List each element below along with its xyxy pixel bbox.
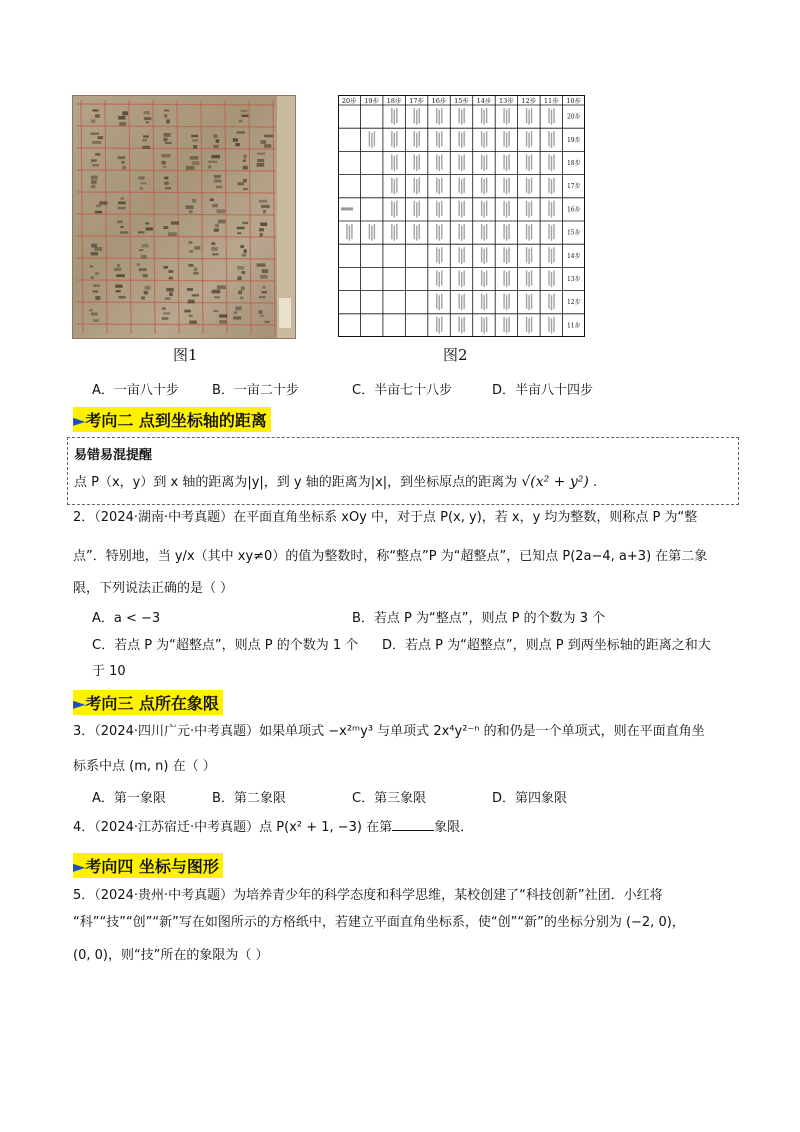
- figure-1-caption: 图1: [173, 346, 198, 364]
- fig2-row-label: 20步: [566, 113, 581, 121]
- q2-option-b: B．若点 P 为“整点”，则点 P 的个数为 3 个: [352, 611, 606, 626]
- section-3-heading: ►考向三 点所在象限: [73, 690, 223, 715]
- tip-box: [67, 437, 739, 505]
- section-4-heading: ►考向四 坐标与图形: [73, 853, 223, 878]
- figure-2-grid: [338, 95, 585, 337]
- fig2-header-label: 13步: [499, 97, 514, 105]
- fig2-header-label: 14步: [476, 97, 492, 105]
- q5-line-1: 5．（2024·贵州·中考真题）为培养青少年的科学态度和科学思维，某校创建了“科技创新”社团．小红将: [73, 888, 663, 903]
- q1-option-d: D．半亩八十四步: [492, 383, 594, 398]
- fig2-row-label: 15步: [566, 229, 581, 237]
- fig2-header-label: 20步: [341, 97, 357, 105]
- fig2-row-label: 13步: [566, 276, 581, 283]
- q5-line-2: “科”“技”“创”“新”写在如图所示的方格纸中，若建立平面直角坐标系，使“创”“新”的坐标分别为 (−2, 0)，: [73, 915, 685, 930]
- distance-formula: √(x² + y²): [521, 474, 589, 490]
- fig2-row-label: 17步: [566, 183, 581, 191]
- q3-option-d: D．第四象限: [492, 791, 568, 806]
- q4-line: 4．（2024·江苏宿迁·中考真题）点 P(x² + 1, −3) 在第 象限．: [73, 820, 474, 835]
- fig2-row-label: 12步: [566, 299, 581, 307]
- q1-option-b: B．一亩二十步: [212, 383, 299, 398]
- q3-option-a: A．第一象限: [92, 791, 166, 806]
- fig2-header-label: 15步: [454, 97, 469, 105]
- fig2-row-label: 18步: [566, 160, 581, 167]
- fig2-header-label: 12步: [521, 97, 537, 105]
- answer-blank[interactable]: [392, 818, 434, 831]
- q1-option-c: C．半亩七十八步: [352, 383, 453, 398]
- figure-1-photo: [72, 95, 296, 339]
- fig2-row-label: 19步: [566, 136, 581, 144]
- q3-line-1: 3．（2024·四川广元·中考真题）如果单项式 −x²ᵐy³ 与单项式 2x⁴y²⁻ⁿ 的和仍是一个单项式，则在平面直角坐: [73, 724, 705, 739]
- q2-option-d-cont: 于 10: [92, 664, 126, 679]
- tip-text: 点 P（x，y）到 x 轴的距离为|y|，到 y 轴的距离为|x|，到坐标原点的距离为 √(x² + y²) .: [74, 474, 598, 490]
- fig2-header-label: 16步: [431, 97, 447, 105]
- triangle-icon: ►: [73, 694, 86, 713]
- fig2-header-label: 10步: [566, 97, 582, 105]
- fig2-header-label: 17步: [409, 97, 424, 105]
- fig2-header-label: 18步: [386, 97, 402, 105]
- q3-option-b: B．第二象限: [212, 791, 286, 806]
- q1-option-a: A．一亩八十步: [92, 383, 179, 398]
- q5-line-3: (0, 0)，则“技”所在的象限为（ ）: [73, 948, 269, 963]
- section-2-heading: ►考向二 点到坐标轴的距离: [73, 407, 271, 432]
- tip-title: 易错易混提醒: [74, 448, 153, 463]
- q2-line-1: 2．（2024·湖南·中考真题）在平面直角坐标系 xOy 中，对于点 P(x, y)，若 x，y 均为整数，则称点 P 为“整: [73, 510, 698, 525]
- fig2-header-label: 11步: [543, 97, 559, 105]
- triangle-icon: ►: [73, 857, 86, 876]
- fig2-row-label: 16步: [566, 206, 581, 214]
- fig2-header-label: 19步: [364, 97, 380, 105]
- q2-option-c: C．若点 P 为“超整点”，则点 P 的个数为 1 个: [92, 638, 359, 653]
- q3-line-2: 标系中点 (m, n) 在（ ）: [73, 759, 216, 774]
- q2-option-a: A．a < −3: [92, 611, 161, 626]
- q3-option-c: C．第三象限: [352, 791, 427, 806]
- fig2-row-label: 11步: [566, 322, 581, 330]
- triangle-icon: ►: [73, 411, 86, 430]
- figure-2-caption: 图2: [443, 346, 468, 364]
- q2-line-2: 点”．特别地，当 y/x（其中 xy≠0）的值为整数时，称“整点”P 为“超整点”，已知点 P(2a−4, a+3) 在第二象: [73, 549, 708, 564]
- fig2-row-label: 14步: [566, 252, 581, 260]
- q2-option-d: D．若点 P 为“超整点”，则点 P 到两坐标轴的距离之和大: [382, 638, 711, 653]
- q2-line-3: 限，下列说法正确的是（ ）: [73, 581, 234, 596]
